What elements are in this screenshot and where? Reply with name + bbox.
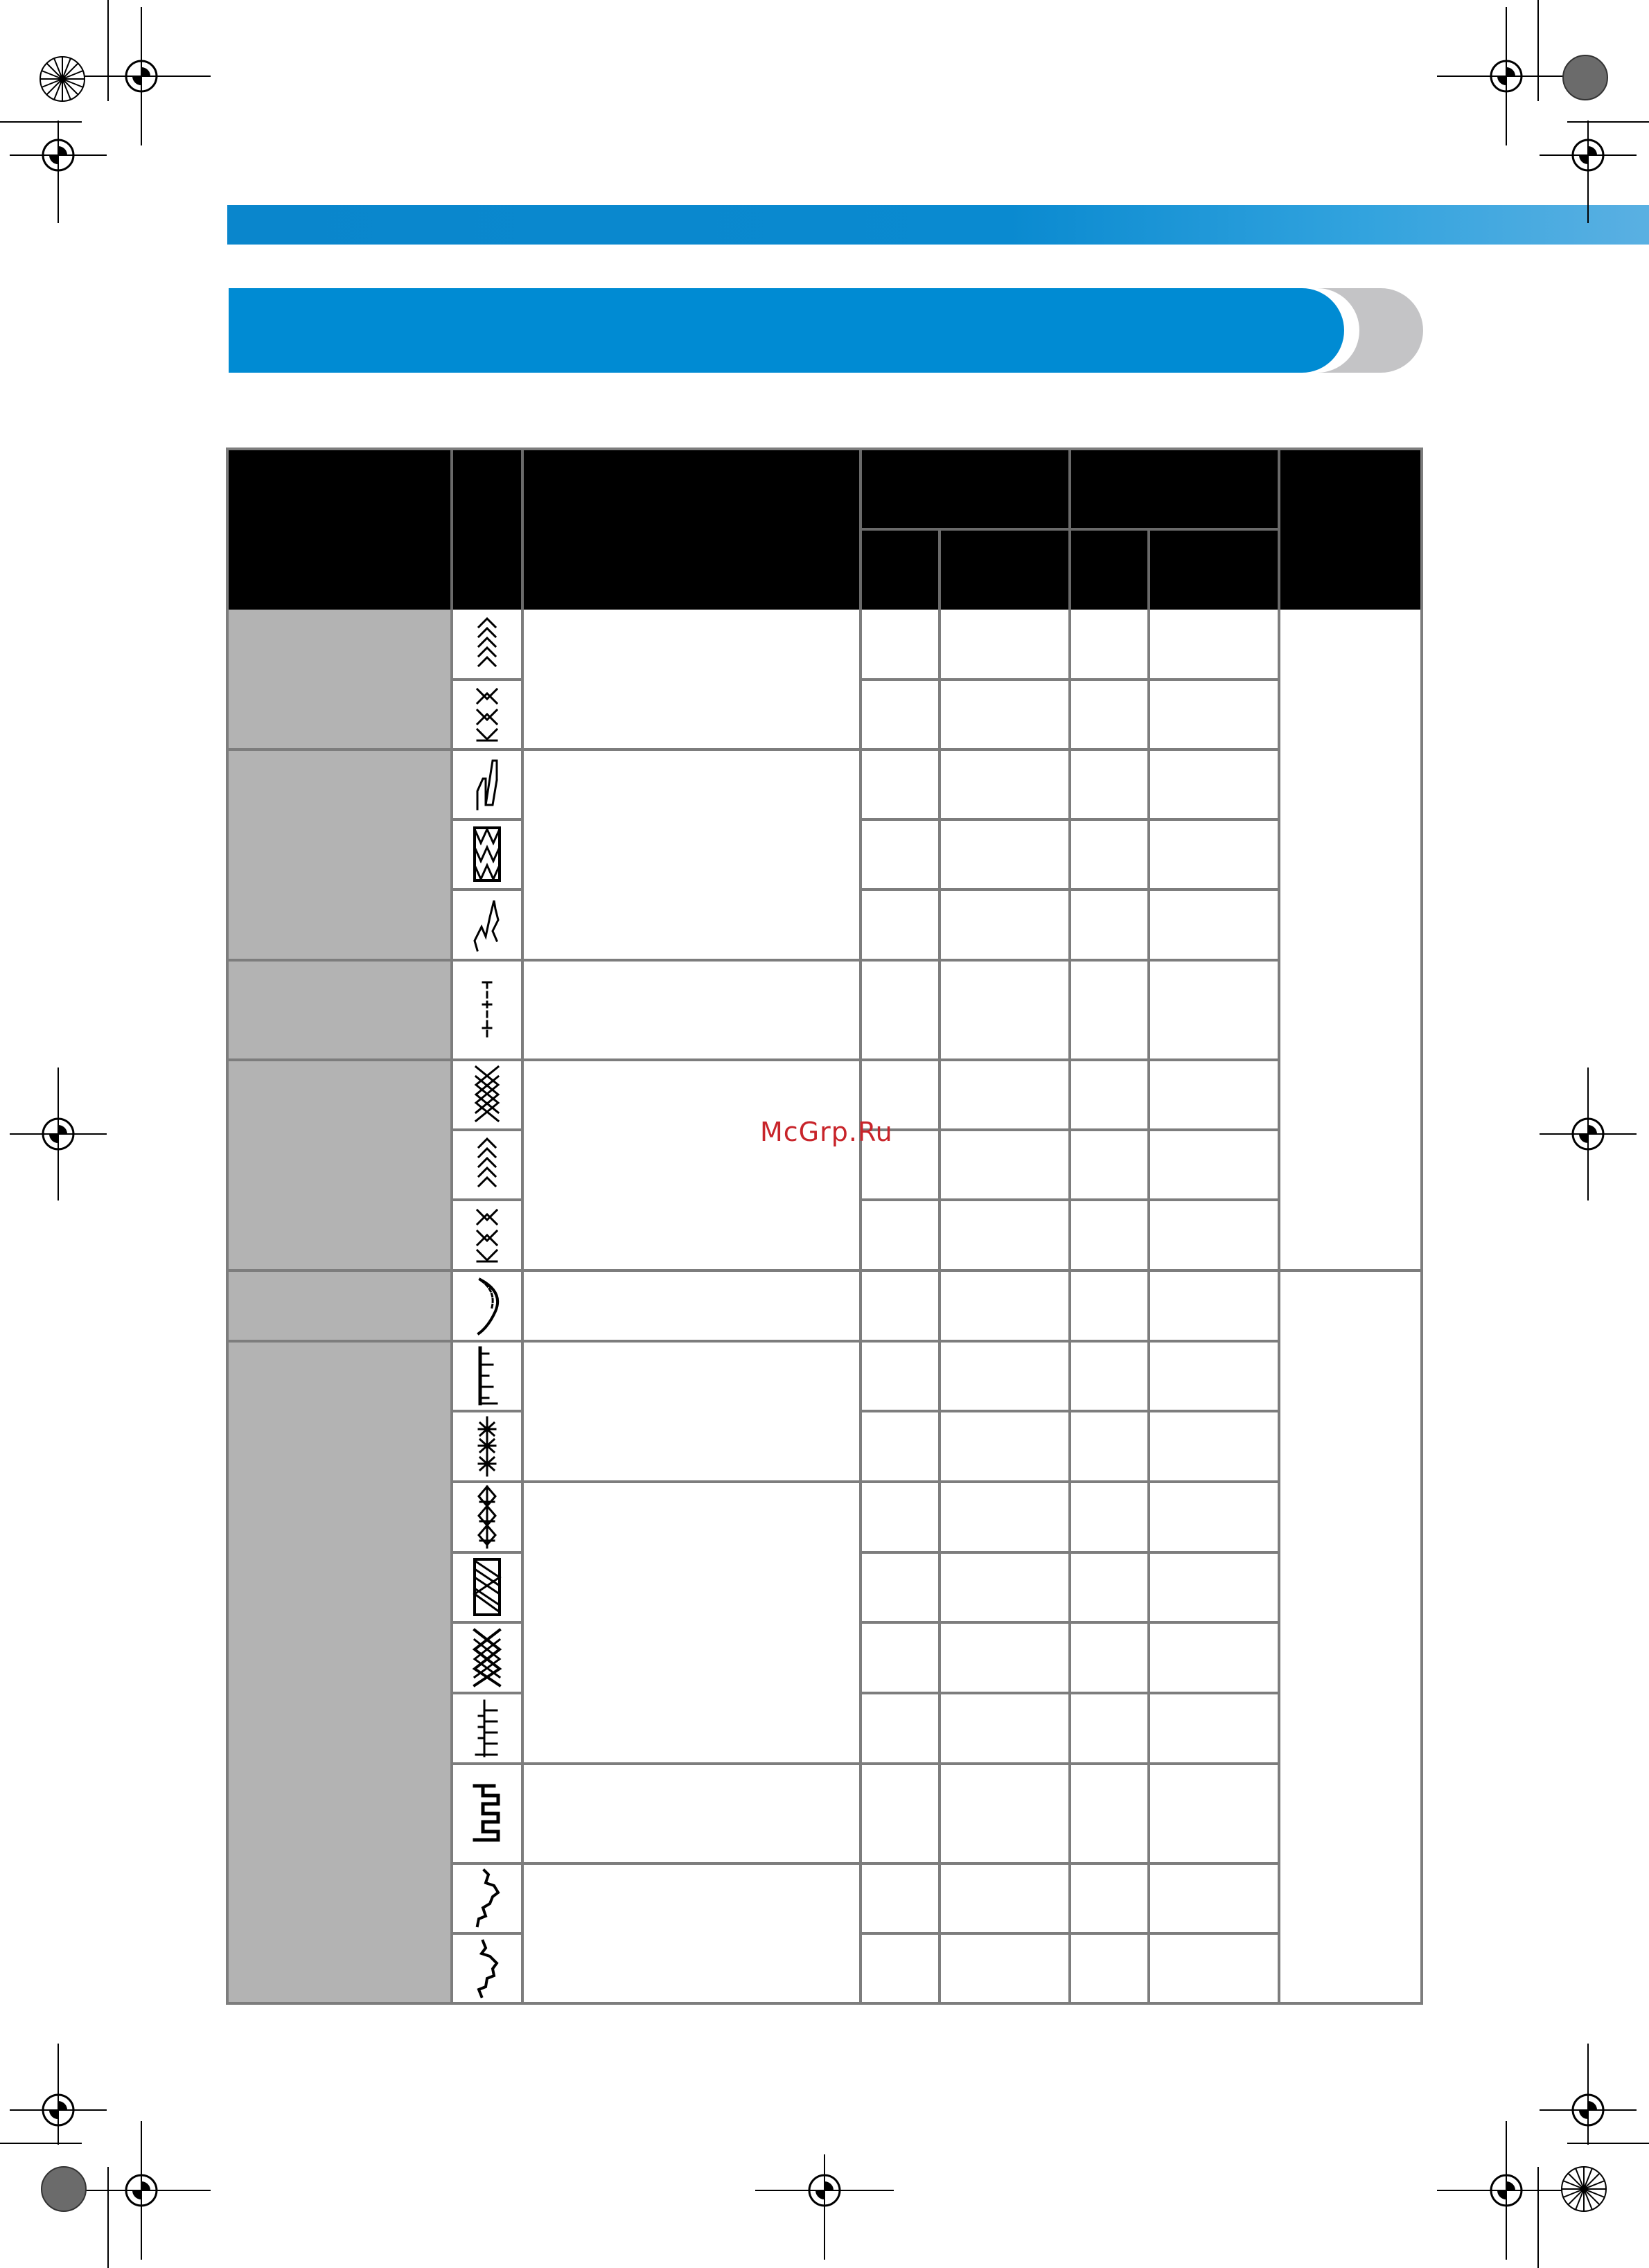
registration-target bbox=[1540, 2075, 1637, 2145]
registration-target bbox=[755, 2154, 894, 2260]
registration-target bbox=[1540, 1067, 1637, 1201]
section-title-tab bbox=[229, 288, 1423, 373]
section-title-bar bbox=[229, 288, 1344, 373]
color-target-starburst bbox=[40, 57, 85, 101]
registration-target bbox=[1437, 7, 1576, 145]
registration-target bbox=[10, 121, 107, 190]
registration-target bbox=[1437, 2121, 1576, 2260]
registration-target bbox=[72, 2121, 211, 2260]
watermark-text: McGrp.Ru bbox=[760, 1117, 893, 1147]
registration-target bbox=[10, 2075, 107, 2145]
registration-target bbox=[72, 7, 211, 145]
gray-density-dot bbox=[42, 2167, 86, 2211]
gray-density-dot bbox=[1563, 55, 1607, 100]
color-target-starburst bbox=[1562, 2167, 1606, 2211]
registration-target bbox=[10, 1067, 107, 1201]
registration-target bbox=[1540, 121, 1637, 190]
